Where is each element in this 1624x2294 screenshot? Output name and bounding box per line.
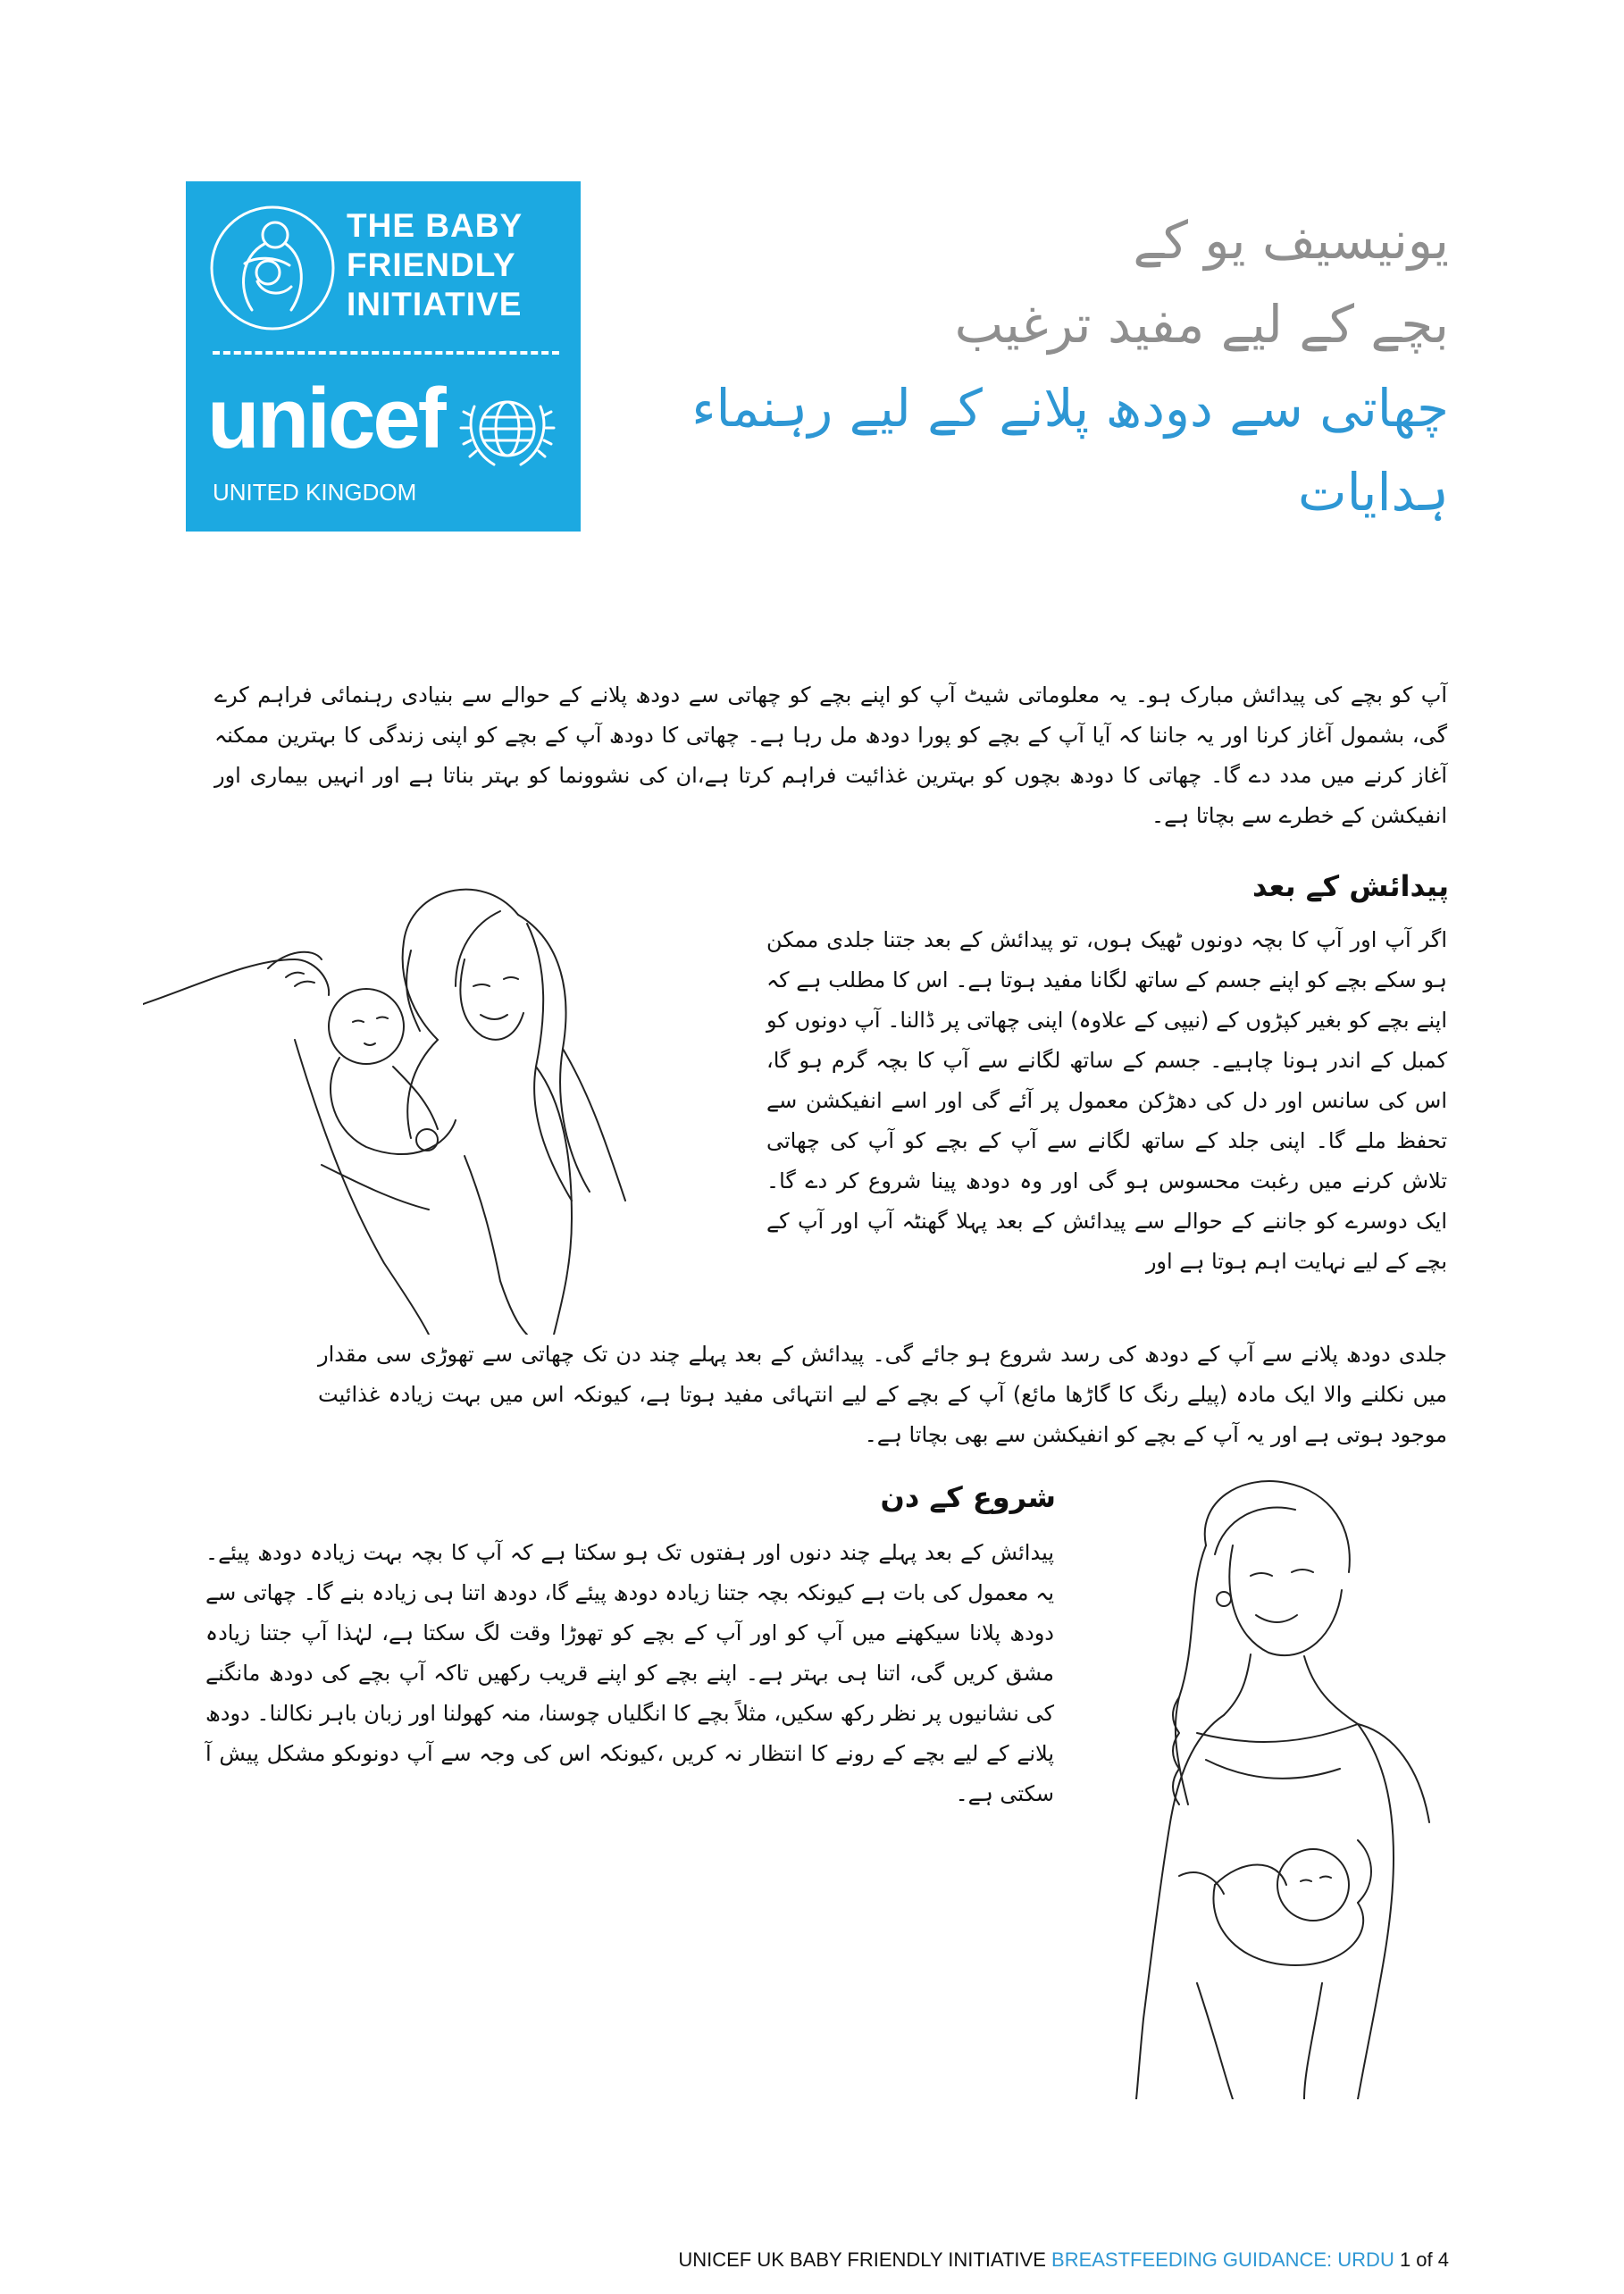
unicef-wordmark: unicef (207, 371, 444, 466)
unicef-globe-icon (458, 380, 557, 478)
mother-breastfeeding-illustration (1090, 1465, 1465, 2099)
logo-line-2: FRIENDLY (347, 247, 516, 283)
title-line-2: بچے کے لیے مفید ترغیب (954, 294, 1449, 355)
logo-line-1: THE BABY (347, 207, 523, 244)
footer-page-number: 1 of 4 (1394, 2248, 1449, 2271)
section-heading-early-days: شروع کے دن (880, 1480, 1056, 1514)
footer-org: UNICEF UK BABY FRIENDLY INITIATIVE (678, 2248, 1052, 2271)
logo-divider (213, 351, 559, 355)
document-title (645, 198, 1449, 534)
after-birth-paragraph-part-1: اگر آپ اور آپ کا بچہ دونوں ٹھیک ہوں، تو پیدائش کے بعد جتنا جلدی ممکن ہو سکے بچے کو اپنے جسم کے ساتھ لگانا مفید ہوتا ہے۔ اس کا مطلب ہے کہ اپنے بچے کو بغیر کپڑوں کے (نیپی کے علاوہ) اپنی چھاتی پر ڈالنا۔ آپ دونوں کو کمبل کے اندر ہونا چاہیے۔ جسم کے ساتھ لگانے سے آپ کا بچہ گرم ہو گا، اس کی سانس اور دل کی دھڑکن معمول پر آئے گی اور اسے انفیکشن سے تحفظ ملے گا۔ اپنی جلد کے ساتھ لگانے سے آپ کے بچے کو آپ کی چھاتی تلاش کرنے میں رغبت محسوس ہو گی اور وہ دودھ پینا شروع کر دے گا۔ ایک دوسرے کو جاننے کے حوالے سے پیدائش کے بعد پہلا گھنٹہ آپ اور آپ کے بچے کے لیے نہایت اہم ہوتا ہے اور (766, 927, 1447, 1274)
after-birth-paragraph-part-2: جلدی دودھ پلانے سے آپ کے دودھ کی رسد شروع ہو جائے گی۔ پیدائش کے بعد پہلے چند دن تک چھاتی سے تھوڑی سی مقدار میں نکلنے والا ایک مادہ (پیلے رنگ کا گاڑھا مائع) آپ کے بچے کے لیے انتہائی مفید ہوتا ہے، کیونکہ اس میں بہت زیادہ غذائیت موجود ہوتی ہے اور یہ آپ کے بچے کو انفیکشن سے بھی بچاتا ہے۔ (318, 1342, 1447, 1447)
mother-and-baby-icon (205, 201, 339, 335)
mother-holding-newborn-illustration (143, 861, 759, 1335)
intro-paragraph: آپ کو بچے کی پیدائش مبارک ہو۔ یہ معلوماتی شیٹ آپ کو اپنے بچے کو چھاتی سے دودھ پلانے کے حوالے سے بنیادی رہنمائی فراہم کرے گی، بشمول آغاز کرنا اور یہ جاننا کہ آیا آپ کے بچے کو پورا دودھ مل رہا ہے۔ چھاتی کا دودھ آپ کے بچے کو اپنی زندگی کا بہترین ممکنہ آغاز کرنے میں مدد دے گا۔ چھاتی کا دودھ بچوں کو بہترین غذائیت فراہم کرتا ہے،ان کی نشوونما کو بہتر بناتا ہے اور انہیں بیماری اور انفیکشن کے خطرے سے بچاتا ہے۔ (214, 682, 1447, 828)
title-line-1: یونیسیف یو کے (1133, 210, 1449, 271)
logo-line-3: INITIATIVE (347, 286, 523, 322)
title-line-4: ہدایات (1298, 462, 1449, 523)
baby-friendly-logo (186, 181, 581, 532)
page-footer (678, 2248, 1449, 2273)
early-days-paragraph: پیدائش کے بعد پہلے چند دنوں اور ہفتوں تک ہو سکتا ہے کہ آپ کا بچہ بہت زیادہ دودھ پیئے۔ یہ معمول کی بات ہے کیونکہ بچہ جتنا زیادہ دودھ پیئے گا، دودھ اتنا ہی زیادہ بنے گا۔ چھاتی سے دودھ پلانا سیکھنے میں آپ کو اور آپ کے بچے کو تھوڑا وقت لگ سکتا ہے، لہٰذا آپ جتنا زیادہ مشق کریں گی، اتنا ہی بہتر ہے۔ اپنے بچے کو اپنے قریب رکھیں تاکہ آپ بچے کی دودھ مانگنے کی نشانیوں پر نظر رکھ سکیں، مثلاً بچے کا انگلیاں چوسنا، منہ کھولنا اور زبان باہر نکالنا۔ دودھ پلانے کے لیے بچے کے رونے کا انتظار نہ کریں ،کیونکہ اس کی وجہ سے آپ دونوںکو مشکل پیش آ سکتی ہے۔ (205, 1540, 1054, 1806)
section-heading-after-birth: پیدائش کے بعد (1252, 869, 1449, 903)
initiative-name (347, 206, 570, 324)
footer-guidance: BREASTFEEDING GUIDANCE: URDU (1051, 2248, 1394, 2271)
logo-country: UNITED KINGDOM (213, 479, 417, 506)
title-line-3: چھاتی سے دودھ پلانے کے لیے رہنماء (691, 378, 1449, 439)
